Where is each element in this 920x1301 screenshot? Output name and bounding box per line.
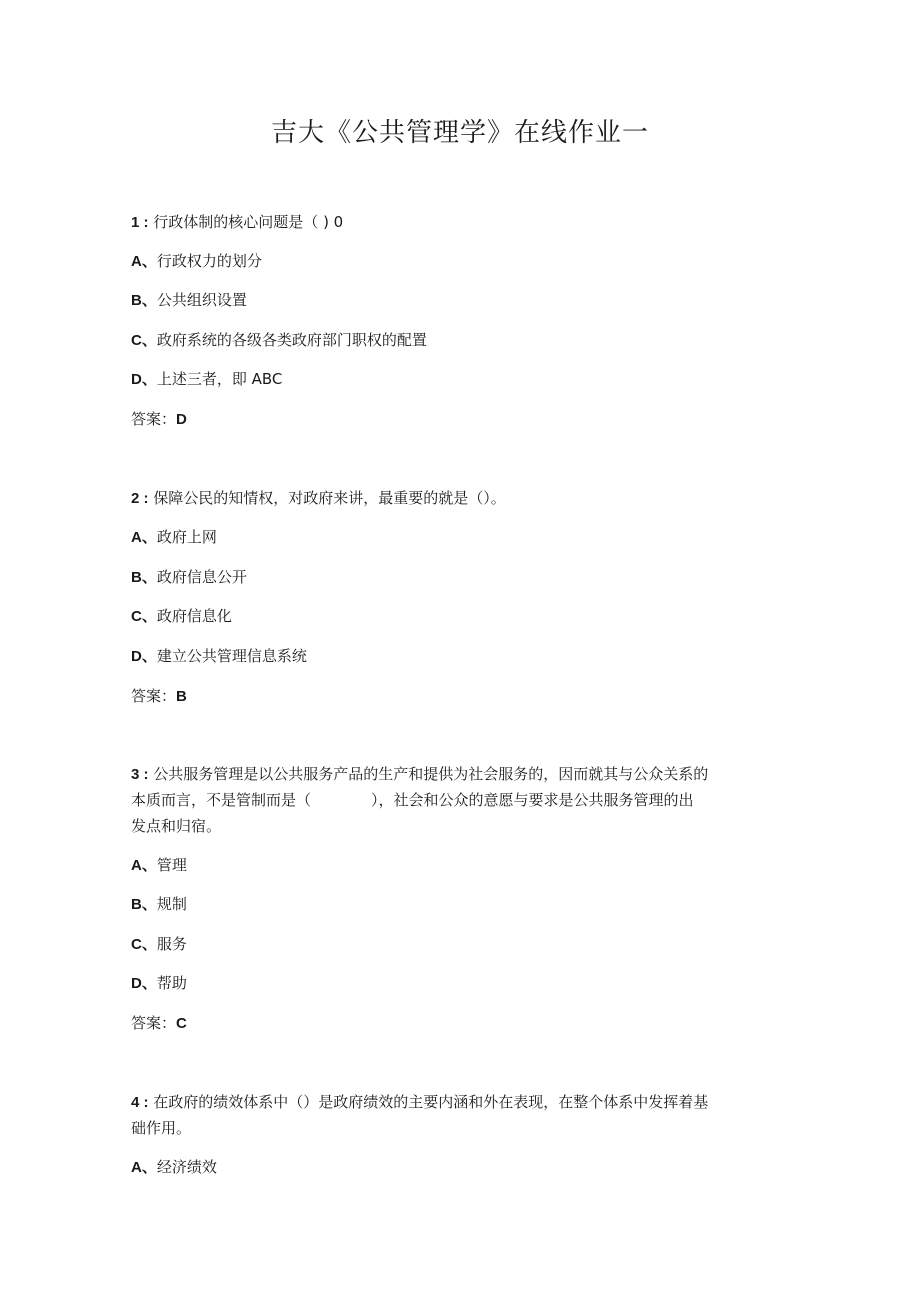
answer-value: C [176, 1015, 187, 1032]
question-4-stem-line-2 [131, 1116, 191, 1140]
option-text: 政府系统的各级各类政府部门职权的配置 [156, 331, 427, 349]
question-2-option-a [131, 525, 217, 550]
question-number: 3 : [131, 766, 149, 783]
option-letter: A、 [131, 253, 157, 270]
question-text: 本质而言，不是管制而是（ ），社会和公众的意愿与要求是公共服务管理的出 [131, 791, 694, 809]
option-text: 管理 [156, 856, 187, 874]
answer-value: D [176, 411, 187, 428]
question-number: 1 : [131, 214, 149, 231]
option-text: 上述三者，即 ABC [156, 370, 283, 388]
option-text: 服务 [156, 935, 187, 953]
question-1-option-d [131, 367, 282, 392]
option-text: 经济绩效 [156, 1158, 217, 1176]
question-text: 保障公民的知情权，对政府来讲，最重要的就是（）。 [153, 489, 506, 507]
option-letter: D、 [131, 648, 157, 665]
question-text: 公共服务管理是以公共服务产品的生产和提供为社会服务的，因而就其与公众关系的 [153, 765, 709, 783]
answer-label: 答案： [131, 687, 177, 705]
option-text: 政府上网 [156, 528, 217, 546]
question-1-option-a [131, 249, 262, 274]
question-number: 4 : [131, 1094, 149, 1111]
question-2-option-b [131, 565, 247, 590]
question-text: 在政府的绩效体系中（）是政府绩效的主要内涵和外在表现，在整个体系中发挥着基 [153, 1093, 709, 1111]
option-letter: B、 [131, 896, 157, 913]
option-text: 政府信息化 [156, 607, 232, 625]
option-text: 公共组织设置 [156, 291, 247, 309]
option-text: 建立公共管理信息系统 [156, 647, 307, 665]
question-4-stem-line-1 [131, 1090, 708, 1115]
question-3-stem-line-2 [131, 788, 694, 812]
question-3-option-b [131, 892, 187, 917]
question-2-option-c [131, 604, 232, 629]
question-3-stem-line-3 [131, 814, 221, 838]
question-4-option-a [131, 1155, 217, 1180]
option-text: 帮助 [156, 974, 187, 992]
question-text: 行政体制的核心问题是（ ) 0 [153, 213, 344, 231]
question-2-answer [131, 684, 187, 709]
question-text: 础作用。 [131, 1119, 192, 1137]
question-3-stem-line-1 [131, 762, 708, 787]
question-number: 2 : [131, 490, 149, 507]
answer-value: B [176, 688, 187, 705]
option-letter: A、 [131, 857, 157, 874]
question-3-answer [131, 1011, 187, 1036]
answer-label: 答案： [131, 410, 177, 428]
question-3-option-d [131, 971, 187, 996]
question-2-option-d [131, 644, 307, 669]
option-letter: B、 [131, 292, 157, 309]
option-letter: D、 [131, 975, 157, 992]
option-letter: A、 [131, 1159, 157, 1176]
question-text: 发点和归宿。 [131, 817, 222, 835]
question-1-answer [131, 407, 187, 432]
option-letter: C、 [131, 936, 157, 953]
question-1-option-b [131, 288, 247, 313]
question-2-stem [131, 486, 506, 511]
option-letter: C、 [131, 332, 157, 349]
option-letter: C、 [131, 608, 157, 625]
option-text: 行政权力的划分 [156, 252, 262, 270]
answer-label: 答案： [131, 1014, 177, 1032]
question-3-option-c [131, 932, 187, 957]
option-letter: A、 [131, 529, 157, 546]
option-text: 政府信息公开 [156, 568, 247, 586]
option-letter: B、 [131, 569, 157, 586]
question-1-stem [131, 210, 343, 235]
option-letter: D、 [131, 371, 157, 388]
document-title: 吉大《公共管理学》在线作业一 [270, 118, 649, 148]
question-3-option-a [131, 853, 187, 878]
question-1-option-c [131, 328, 427, 353]
option-text: 规制 [156, 895, 187, 913]
